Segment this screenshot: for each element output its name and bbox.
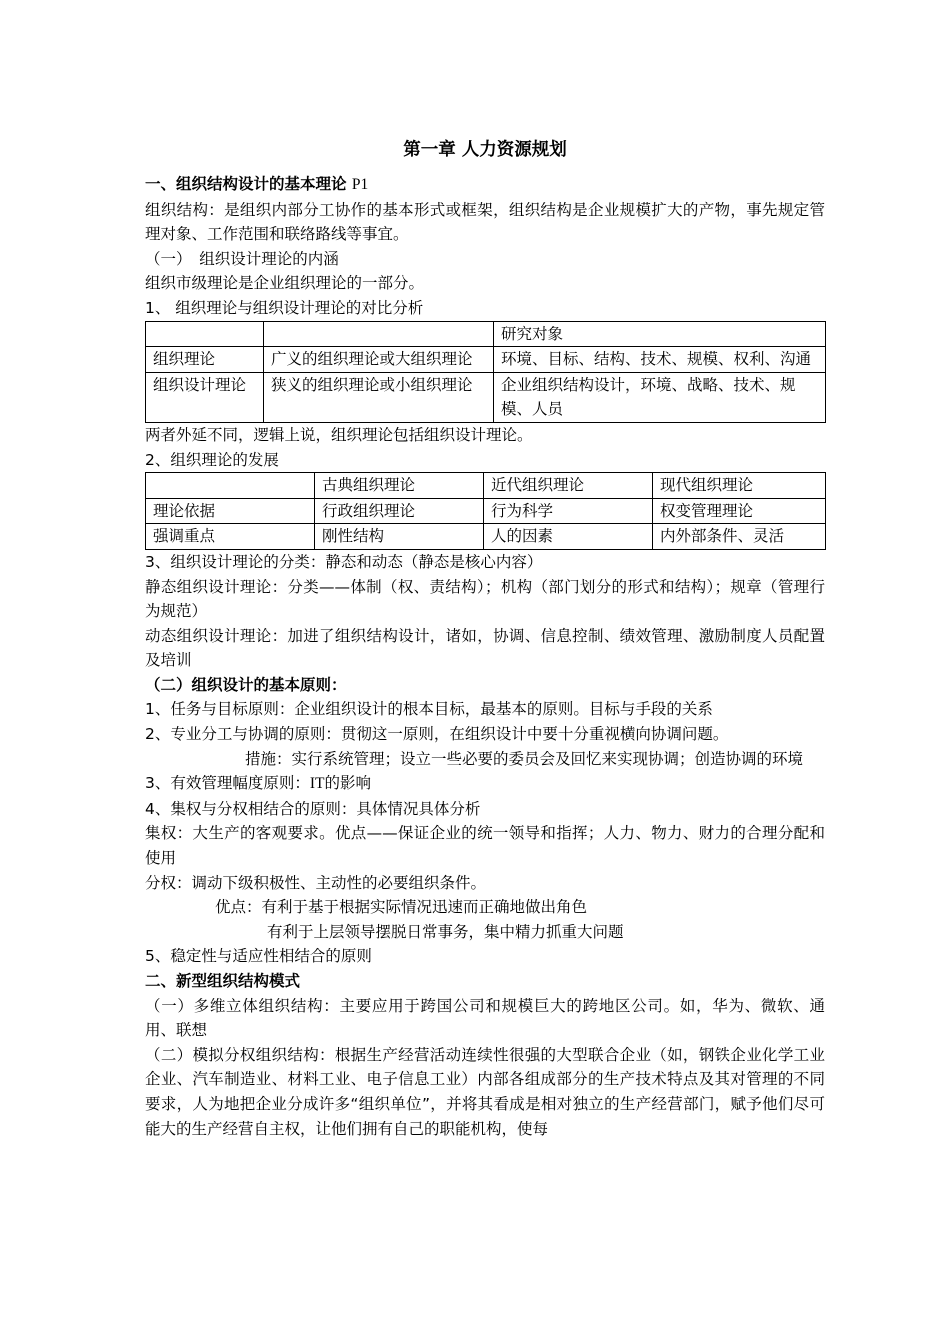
model-1: （一）多维立体组织结构：主要应用于跨国公司和规模巨大的跨地区公司。如，华为、微软、通用、联想	[145, 996, 825, 1040]
principle-3-text: 3、有效管理幅度原则：	[145, 774, 310, 793]
table-cell: 刚性结构	[315, 524, 484, 550]
table-cell: 广义的组织理论或大组织理论	[264, 347, 494, 373]
table-cell: 企业组织结构设计，环境、战略、技术、规模、人员	[494, 372, 826, 422]
section-heading-1-text: 一、组织结构设计的基本理论	[145, 175, 347, 193]
paragraph-compare: 1、 组织理论与组织设计理论的对比分析	[145, 298, 424, 317]
table-header-cell	[146, 321, 264, 347]
comparison-table	[145, 321, 826, 423]
section-heading-1	[145, 172, 825, 198]
table-cell: 内外部条件、灵活	[653, 524, 826, 550]
table-header-row	[146, 321, 826, 347]
table-header-row	[146, 473, 826, 499]
table-row	[146, 524, 826, 550]
document-page	[145, 136, 825, 1141]
paragraph-development: 2、组织理论的发展	[145, 450, 279, 469]
table-header-cell	[146, 473, 315, 499]
table-cell: 强调重点	[146, 524, 315, 550]
table-cell: 环境、目标、结构、技术、规模、权利、沟通	[494, 347, 826, 373]
table-row	[146, 498, 826, 524]
org-structure-definition: 组织结构：是组织内部分工协作的基本形式或框架，组织结构是企业规模扩大的产物，事先规定管理对象、工作范围和联络路线等事宜。	[145, 200, 825, 244]
advantage-1: 优点：有利于基于根据实际情况迅速而正确地做出角色	[215, 898, 588, 917]
page-title: 第一章 人力资源规划	[403, 140, 567, 160]
table-cell: 理论依据	[146, 498, 315, 524]
page-reference: P1	[351, 176, 369, 193]
table-cell: 行为科学	[484, 498, 653, 524]
table-cell: 人的因素	[484, 524, 653, 550]
paragraph-market-theory: 组织市级理论是企业组织理论的一部分。	[145, 274, 425, 293]
advantage-2: 有利于上层领导摆脱日常事务，集中精力抓重大问题	[267, 922, 624, 941]
principle-5: 5、稳定性与适应性相结合的原则	[145, 947, 372, 966]
development-table	[145, 472, 826, 550]
principle-1: 1、任务与目标原则：企业组织设计的根本目标，最基本的原则。目标与手段的关系	[145, 700, 713, 719]
principle-2: 2、专业分工与协调的原则：贯彻这一原则，在组织设计中要十分重视横向协调问题。	[145, 725, 729, 744]
table-cell: 狭义的组织理论或小组织理论	[264, 372, 494, 422]
principle-3-it: IT	[309, 775, 325, 793]
table-cell: 行政组织理论	[315, 498, 484, 524]
paragraph-dynamic-design: 动态组织设计理论：加进了组织结构设计，诸如，协调、信息控制、绩效管理、激励制度人员配置及培训	[145, 626, 825, 670]
paragraph-centralization: 集权：大生产的客观要求。优点——保证企业的统一领导和指挥；人力、物力、财力的合理分配和使用	[145, 824, 825, 868]
paragraph-classification: 3、组织设计理论的分类：静态和动态（静态是核心内容）	[145, 552, 543, 571]
table-header-cell: 现代组织理论	[653, 473, 826, 499]
section-heading-2: 二、新型组织结构模式	[145, 972, 301, 990]
paragraph-static-design: 静态组织设计理论：分类——体制（权、责结构）；机构（部门划分的形式和结构）；规章（管理行为规范）	[145, 577, 825, 621]
table-cell: 组织设计理论	[146, 372, 264, 422]
principle-4: 4、集权与分权相结合的原则：具体情况具体分析	[145, 799, 481, 818]
subsection-heading-1: （一） 组织设计理论的内涵	[145, 249, 339, 268]
principle-3-suffix: 的影响	[324, 774, 372, 793]
table-header-cell: 近代组织理论	[484, 473, 653, 499]
table-header-cell: 古典组织理论	[315, 473, 484, 499]
paragraph-both: 两者外延不同，逻辑上说，组织理论包括组织设计理论。	[145, 425, 533, 444]
subsection-heading-2: （二）组织设计的基本原则：	[145, 675, 347, 694]
table-row	[146, 372, 826, 422]
table-cell: 权变管理理论	[653, 498, 826, 524]
principle-3	[145, 771, 825, 797]
table-header-cell	[264, 321, 494, 347]
table-row	[146, 347, 826, 373]
table-header-cell: 研究对象	[494, 321, 826, 347]
model-2: （二）模拟分权组织结构：根据生产经营活动连续性很强的大型联合企业（如，钢铁企业化学工业企业、汽车制造业、材料工业、电子信息工业）内部各组成部分的生产技术特点及其对管理的不同要求，人为地把企业分成许多“组织单位”，并将其看成是相对独立的生产经营部门，赋予他们尽可能大的生产经营自主权，让他们拥有自己的职能机构，使每	[145, 1045, 825, 1138]
principle-2-measures: 措施：实行系统管理；设立一些必要的委员会及回忆来实现协调；创造协调的环境	[245, 749, 804, 768]
table-cell: 组织理论	[146, 347, 264, 373]
paragraph-decentralization: 分权：调动下级积极性、主动性的必要组织条件。	[145, 873, 487, 892]
